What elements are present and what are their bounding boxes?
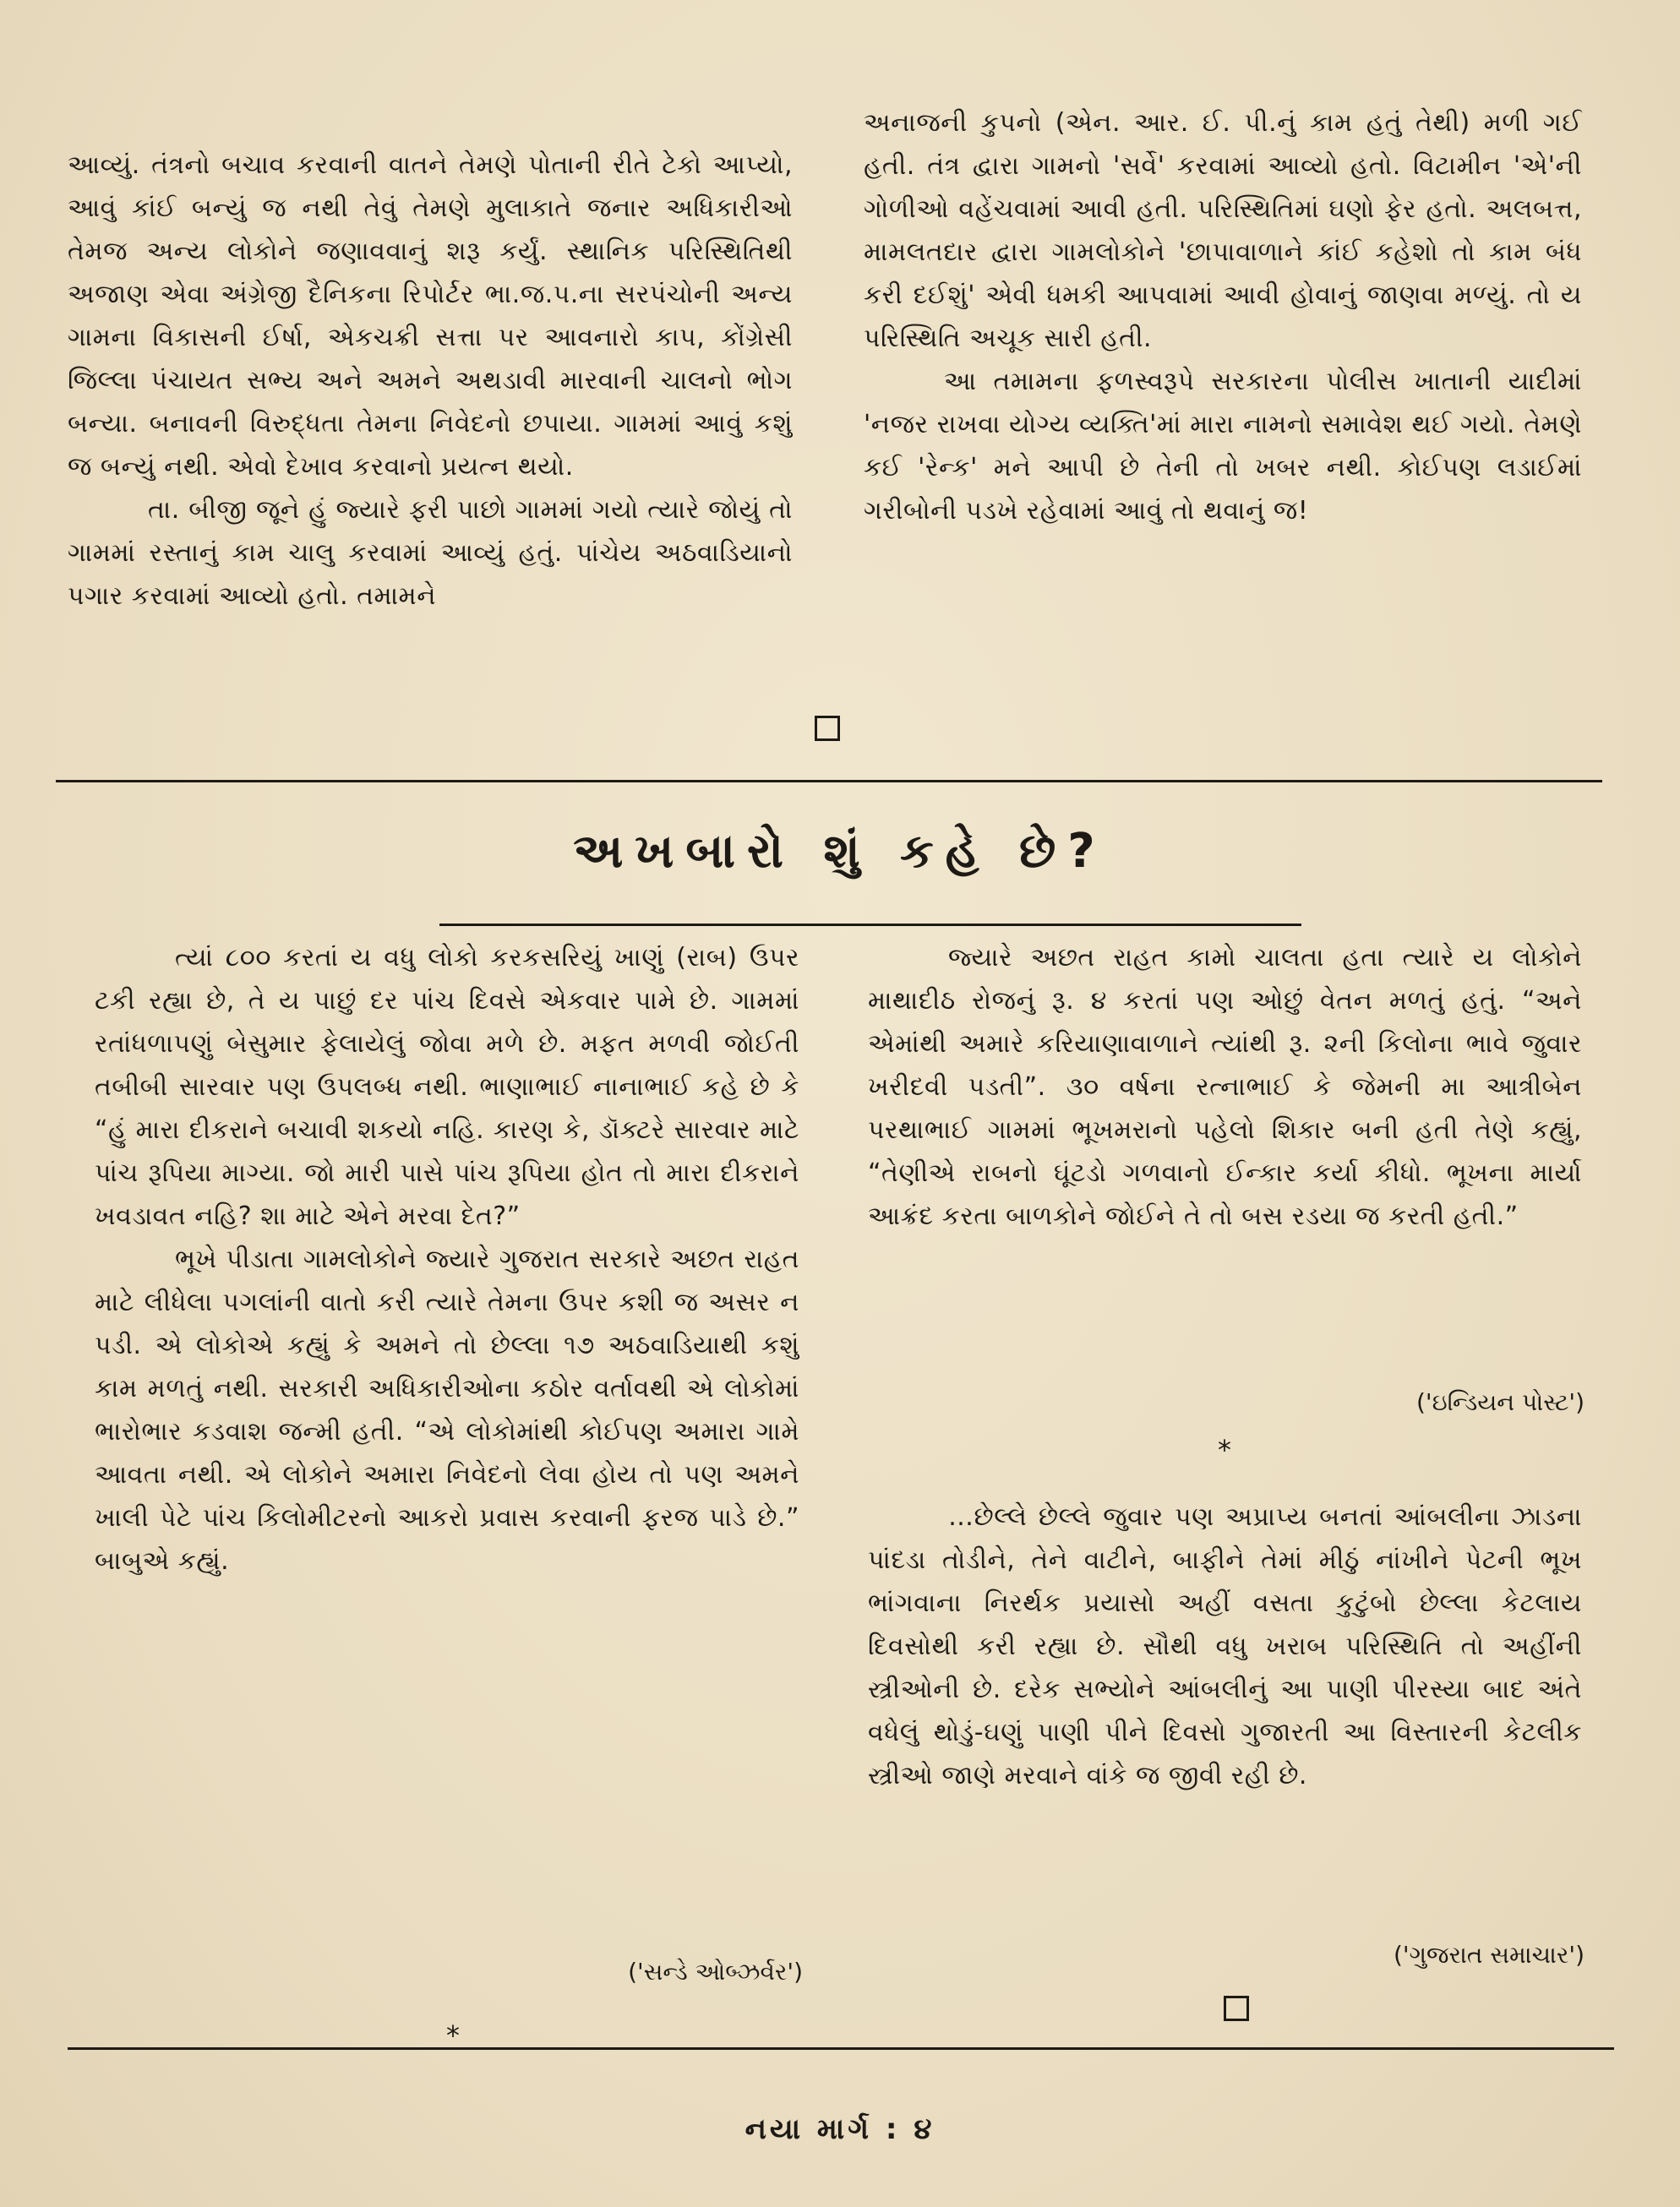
- lower-left-paragraph-2: ભૂખે પીડાતા ગામલોકોને જ્યારે ગુજરાત સરકારે અછત રાહત માટે લીધેલા પગલાંની વાતો કરી ત્યારે તેમના ઉપર કશી જ અસર ન પડી. એ લોકોએ કહ્યું કે અમને તો છેલ્લા ૧૭ અઠવાડિયાથી કશું કામ મળતું નથી. સરકારી અધિકારીઓના કઠોર વર્તાવથી એ લોકોમાં ભારોભાર કડવાશ જન્મી હતી. “એ લોકોમાંથી કોઈપણ અમારા ગામે આવતા નથી. એ લોકોને અમારા નિવેદનો લેવા હોય તો પણ અમને ખાલી પેટે પાંચ કિલોમીટરનો આકરો પ્રવાસ કરવાની ફરજ પાડે છે.” બાબુએ કહ્યું.: [95, 1245, 799, 1576]
- top-divider-rule: [56, 780, 1602, 782]
- top-left-column: [68, 144, 793, 618]
- top-right-paragraph-1: અનાજની કુપનો (એન. આર. ઈ. પી.નું કામ હતું તેથી) મળી ગઈ હતી. તંત્ર દ્વારા ગામનો 'સર્વે' કરવામાં આવ્યો હતો. વિટામીન 'એ'ની ગોળીઓ વહેંચવામાં આવી હતી. પરિસ્થિતિમાં ઘણો ફેર હતો. અલબત્ત, મામલતદાર દ્વારા ગામલોકોને 'છાપાવાળાને કાંઈ કહેશો તો કામ બંધ કરી દઈશું' એવી ધમકી આપવામાં આવી હોવાનું જાણવા મળ્યું. તો ય પરિસ્થિતિ અચૂક સારી હતી.: [864, 108, 1582, 353]
- section-headline: અખબારો શું કહે છે?: [573, 824, 1107, 879]
- lower-right-paragraph-1: જ્યારે અછત રાહત કામો ચાલતા હતા ત્યારે ય લોકોને માથાદીઠ રોજનું રૂ. ૪ કરતાં પણ ઓછું વેતન મળતું હતું. “અને એમાંથી અમારે કરિયાણાવાળાને ત્યાંથી રૂ. ૨ની કિલોના ભાવે જુવાર ખરીદવી પડતી”. ૩૦ વર્ષના રત્નાભાઈ કે જેમની મા આત્રીબેન પરથાભાઈ ગામમાં ભૂખમરાનો પહેલો શિકાર બની હતી તેણે કહ્યું, “તેણીએ રાબનો ઘૂંટડો ગળવાનો ઈન્કાર કર્યા કીધો. ભૂખના માર્યા આક્રંદ કરતા બાળકોને જોઈને તે તો બસ રડયા જ કરતી હતી.”: [868, 943, 1582, 1231]
- lower-right-paragraph-2: …છેલ્લે છેલ્લે જુવાર પણ અપ્રાપ્ય બનતાં આંબલીના ઝાડના પાંદડા તોડીને, તેને વાટીને, બાફીને તેમાં મીઠું નાંખીને પેટની ભૂખ ભાંગવાના નિરર્થક પ્રયાસો અહીં વસતા કુટુંબો છેલ્લા કેટલાય દિવસોથી કરી રહ્યા છે. સૌથી વધુ ખરાબ પરિસ્થિતિ તો અહીંની સ્ત્રીઓની છે. દરેક સભ્યોને આંબલીનું આ પાણી પીરસ્યા બાદ અંતે વધેલું થોડું-ઘણું પાણી પીને દિવસો ગુજારતી આ વિસ્તારની કેટલીક સ્ત્રીઓ જાણે મરવાને વાંકે જ જીવી રહી છે.: [868, 1502, 1582, 1790]
- section-end-box-bottom: [1224, 1996, 1249, 2021]
- page-footer: નયા માર્ગ : ૪: [745, 2112, 935, 2146]
- top-right-column: [864, 101, 1582, 532]
- section-end-box-top: [815, 716, 840, 741]
- bottom-divider-rule: [68, 2047, 1614, 2050]
- lower-right-column-bottom: [868, 1496, 1582, 1797]
- headline-underline-rule: [439, 924, 1301, 926]
- top-right-paragraph-2: આ તમામના ફળસ્વરૂપે સરકારના પોલીસ ખાતાની યાદીમાં 'નજર રાખવા યોગ્ય વ્યક્તિ'માં મારા નામનો સમાવેશ થઈ ગયો. તેમણે કઈ 'રેન્ક' મને આપી છે તેની તો ખબર નથી. કોઈપણ લડાઈમાં ગરીબોની પડખે રહેવામાં આવું તો થવાનું જ!: [864, 367, 1582, 526]
- separator-star-left: *: [446, 2019, 460, 2052]
- lower-right-column-top: [868, 936, 1582, 1238]
- top-left-paragraph-2: તા. બીજી જૂને હું જ્યારે ફરી પાછો ગામમાં ગયો ત્યારે જોયું તો ગામમાં રસ્તાનું કામ ચાલુ કરવામાં આવ્યું હતું. પાંચેય અઠવાડિયાનો પગાર કરવામાં આવ્યો હતો. તમામને: [68, 495, 793, 611]
- top-left-paragraph-1: આવ્યું. તંત્રનો બચાવ કરવાની વાતને તેમણે પોતાની રીતે ટેકો આપ્યો, આવું કાંઈ બન્યું જ નથી તેવું તેમણે મુલાકાતે જનાર અધિકારીઓ તેમજ અન્ય લોકોને જણાવવાનું શરૂ કર્યું. સ્થાનિક પરિસ્થિતિથી અજાણ એવા અંગ્રેજી દૈનિકના રિપોર્ટર ભા.જ.પ.ના સરપંચોની અન્ય ગામના વિકાસની ઈર્ષા, એકચક્રી સત્તા પર આવનારો કાપ, કોંગ્રેસી જિલ્લા પંચાયત સભ્ય અને અમને અથડાવી મારવાની ચાલનો ભોગ બન્યા. બનાવની વિરુદ્ધતા તેમના નિવેદનો છપાયા. ગામમાં આવું કશું જ બન્યું નથી. એવો દેખાવ કરવાનો પ્રયત્ન થયો.: [68, 150, 793, 482]
- separator-star-right: *: [1218, 1434, 1231, 1466]
- lower-left-column: [95, 936, 799, 1583]
- source-gujarat-samachar: ('ગુજરાત સમાચાર'): [1393, 1941, 1585, 1969]
- lower-left-paragraph-1: ત્યાં ૮૦૦ કરતાં ય વધુ લોકો કરકસરિયું ખાણું (રાબ) ઉપર ટકી રહ્યા છે, તે ય પાછું દર પાંચ દિવસે એકવાર પામે છે. ગામમાં રતાંધળાપણું બેસુમાર ફેલાયેલું જોવા મળે છે. મફત મળવી જોઈતી તબીબી સારવાર પણ ઉપલબ્ધ નથી. ભાણાભાઈ નાનાભાઈ કહે છે કે “હું મારા દીકરાને બચાવી શકયો નહિ. કારણ કે, ડૉક્ટરે સારવાર માટે પાંચ રૂપિયા માગ્યા. જો મારી પાસે પાંચ રૂપિયા હોત તો મારા દીકરાને ખવડાવત નહિ? શા માટે એને મરવા દેત?”: [95, 943, 799, 1231]
- source-indian-post: ('ઇન્ડિયન પોસ્ટ'): [1416, 1388, 1585, 1416]
- source-sunday-observer: ('સન્ડે ઓબ્ઝર્વર'): [628, 1958, 803, 1986]
